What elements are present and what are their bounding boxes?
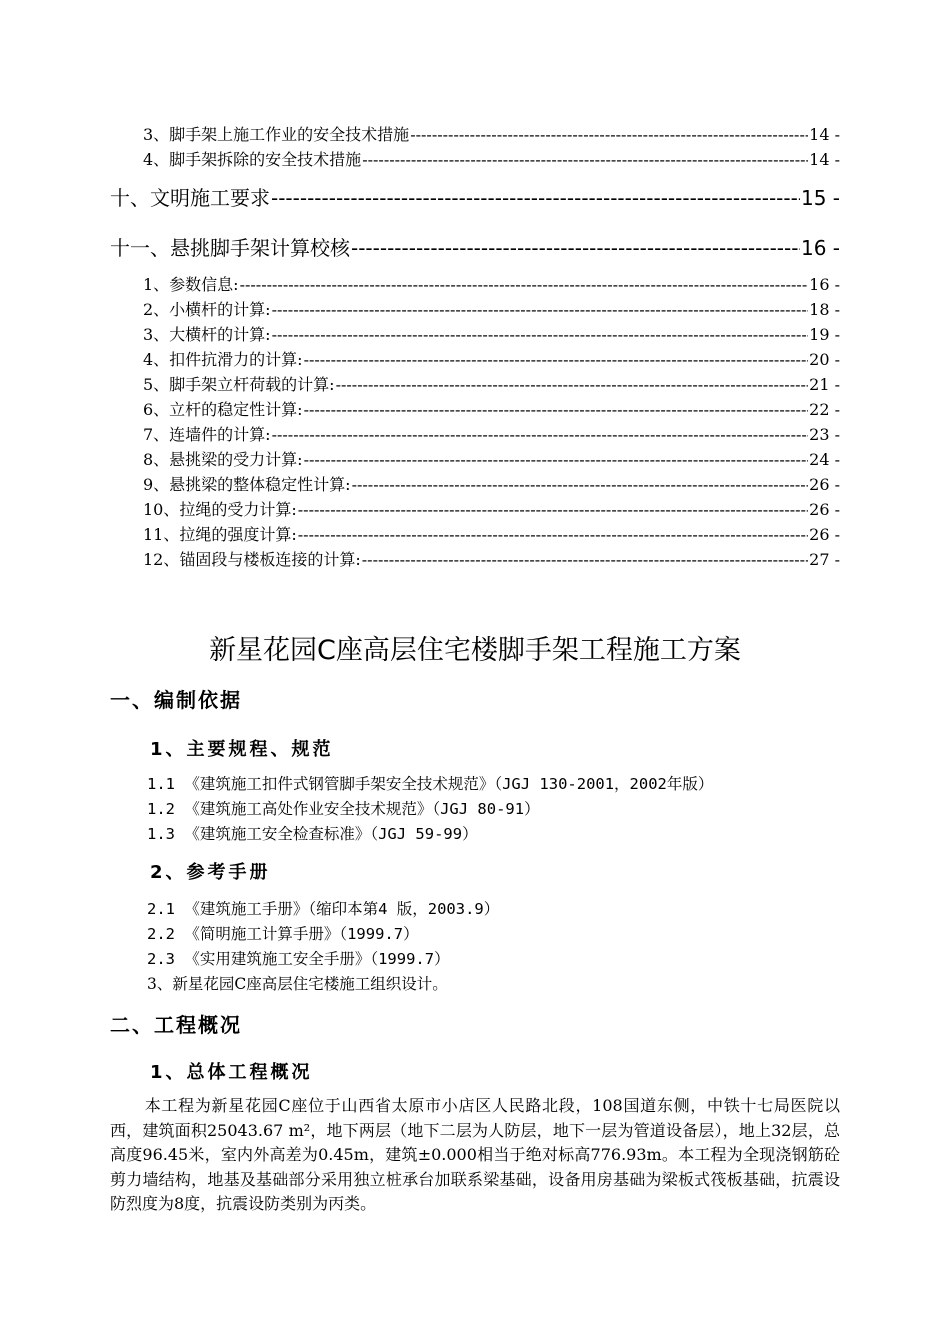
reference-item: 1.3 《建筑施工安全检查标准》（JGJ 59-99） bbox=[147, 825, 478, 843]
toc-entry-label: 9、悬挑梁的整体稳定性计算: bbox=[143, 475, 351, 494]
toc-leader bbox=[304, 400, 809, 419]
toc-entry[interactable] bbox=[143, 397, 840, 421]
toc-leader bbox=[304, 450, 809, 469]
toc-leader bbox=[304, 350, 809, 369]
subsection-heading: 1、总体工程概况 bbox=[150, 1062, 313, 1083]
toc-leader bbox=[298, 525, 808, 544]
toc-entry-page: 20 - bbox=[809, 350, 840, 369]
toc-entry-label: 3、脚手架上施工作业的安全技术措施 bbox=[143, 125, 410, 144]
toc-entry-label: 6、立杆的稳定性计算: bbox=[143, 400, 303, 419]
toc-entry[interactable] bbox=[143, 372, 840, 396]
toc-entry[interactable] bbox=[143, 547, 840, 571]
toc-entry[interactable] bbox=[143, 272, 840, 296]
toc-entry-page: 27 - bbox=[809, 550, 840, 569]
toc-leader bbox=[336, 375, 809, 394]
toc-entry[interactable] bbox=[143, 147, 840, 171]
toc-entry[interactable] bbox=[143, 497, 840, 521]
reference-item: 1.1 《建筑施工扣件式钢管脚手架安全技术规范》（JGJ 130-2001，2002年版） bbox=[147, 775, 714, 793]
toc-entry[interactable] bbox=[143, 347, 840, 371]
toc-entry[interactable] bbox=[143, 447, 840, 471]
toc-leader bbox=[298, 500, 808, 519]
toc-leader bbox=[240, 275, 809, 294]
toc-entry-page: 26 - bbox=[809, 525, 840, 544]
toc-main-entry[interactable] bbox=[110, 232, 840, 262]
toc-entry-page: 22 - bbox=[809, 400, 840, 419]
toc-entry-label: 十、文明施工要求 bbox=[110, 186, 270, 210]
toc-entry-page: 16 - bbox=[809, 275, 840, 294]
reference-item: 3、新星花园C座高层住宅楼施工组织设计。 bbox=[147, 975, 448, 993]
toc-entry-page: 14 - bbox=[809, 125, 840, 144]
subsection-heading: 2、参考手册 bbox=[150, 862, 271, 883]
toc-entry[interactable] bbox=[143, 522, 840, 546]
toc-leader bbox=[362, 550, 808, 569]
toc-entry-label: 十一、悬挑脚手架计算校核 bbox=[110, 236, 350, 260]
toc-entry-label: 4、扣件抗滑力的计算: bbox=[143, 350, 303, 369]
subsection-heading: 1、主要规程、规范 bbox=[150, 739, 334, 760]
toc-leader bbox=[352, 475, 809, 494]
toc-entry-label: 7、连墙件的计算: bbox=[143, 425, 271, 444]
reference-item: 2.2 《简明施工计算手册》（1999.7） bbox=[147, 925, 419, 943]
toc-entry-page: 24 - bbox=[809, 450, 840, 469]
toc-entry-page: 16 - bbox=[800, 236, 840, 260]
toc-entry-page: 18 - bbox=[809, 300, 840, 319]
toc-main-entry[interactable] bbox=[110, 182, 840, 212]
toc-entry-label: 10、拉绳的受力计算: bbox=[143, 500, 297, 519]
document-title: 新星花园C座高层住宅楼脚手架工程施工方案 bbox=[209, 635, 741, 666]
toc-entry[interactable] bbox=[143, 122, 840, 146]
toc-entry-label: 8、悬挑梁的受力计算: bbox=[143, 450, 303, 469]
toc-entry-page: 26 - bbox=[809, 500, 840, 519]
toc-leader bbox=[351, 236, 800, 260]
toc-leader bbox=[272, 325, 809, 344]
toc-entry-label: 4、脚手架拆除的安全技术措施 bbox=[143, 150, 362, 169]
toc-entry-page: 26 - bbox=[809, 475, 840, 494]
toc-entry-label: 2、小横杆的计算: bbox=[143, 300, 271, 319]
toc-leader bbox=[272, 425, 809, 444]
reference-item: 2.3 《实用建筑施工安全手册》（1999.7） bbox=[147, 950, 450, 968]
reference-item: 2.1 《建筑施工手册》（缩印本第4 版，2003.9） bbox=[147, 900, 500, 918]
toc-entry-label: 11、拉绳的强度计算: bbox=[143, 525, 297, 544]
toc-entry[interactable] bbox=[143, 422, 840, 446]
toc-entry[interactable] bbox=[143, 322, 840, 346]
toc-entry[interactable] bbox=[143, 297, 840, 321]
paragraph-text: 本工程为新星花园C座位于山西省太原市小店区人民路北段，108国道东侧，中铁十七局医院以西，建筑面积25043.67 m²，地下两层（地下二层为人防层，地下一层为管道设备层），地上32层，总高度96.45米，室内外高差为0.45m，建筑±0.000相当于绝对标高776.93m。本工程为全现浇钢筋砼剪力墙结构，地基及基础部分采用独立桩承台加联系梁基础，设备用房基础为梁板式筏板基础，抗震设防烈度为8度，抗震设防类别为丙类。 bbox=[110, 1096, 840, 1213]
section-heading: 一、编制依据 bbox=[110, 688, 242, 712]
toc-entry-page: 14 - bbox=[809, 150, 840, 169]
toc-entry-label: 5、脚手架立杆荷载的计算: bbox=[143, 375, 335, 394]
body-paragraph bbox=[110, 1094, 840, 1217]
toc-entry-label: 1、参数信息: bbox=[143, 275, 239, 294]
reference-item: 1.2 《建筑施工高处作业安全技术规范》（JGJ 80-91） bbox=[147, 800, 540, 818]
toc-leader bbox=[272, 300, 809, 319]
section-heading: 二、工程概况 bbox=[110, 1013, 242, 1037]
toc-entry-label: 3、大横杆的计算: bbox=[143, 325, 271, 344]
toc-entry-page: 21 - bbox=[809, 375, 840, 394]
toc-entry-page: 23 - bbox=[809, 425, 840, 444]
toc-entry-page: 19 - bbox=[809, 325, 840, 344]
toc-entry-page: 15 - bbox=[800, 186, 840, 210]
toc-leader bbox=[410, 125, 808, 144]
toc-leader bbox=[271, 186, 800, 210]
toc-entry-label: 12、锚固段与楼板连接的计算: bbox=[143, 550, 361, 569]
toc-entry[interactable] bbox=[143, 472, 840, 496]
toc-leader bbox=[362, 150, 808, 169]
